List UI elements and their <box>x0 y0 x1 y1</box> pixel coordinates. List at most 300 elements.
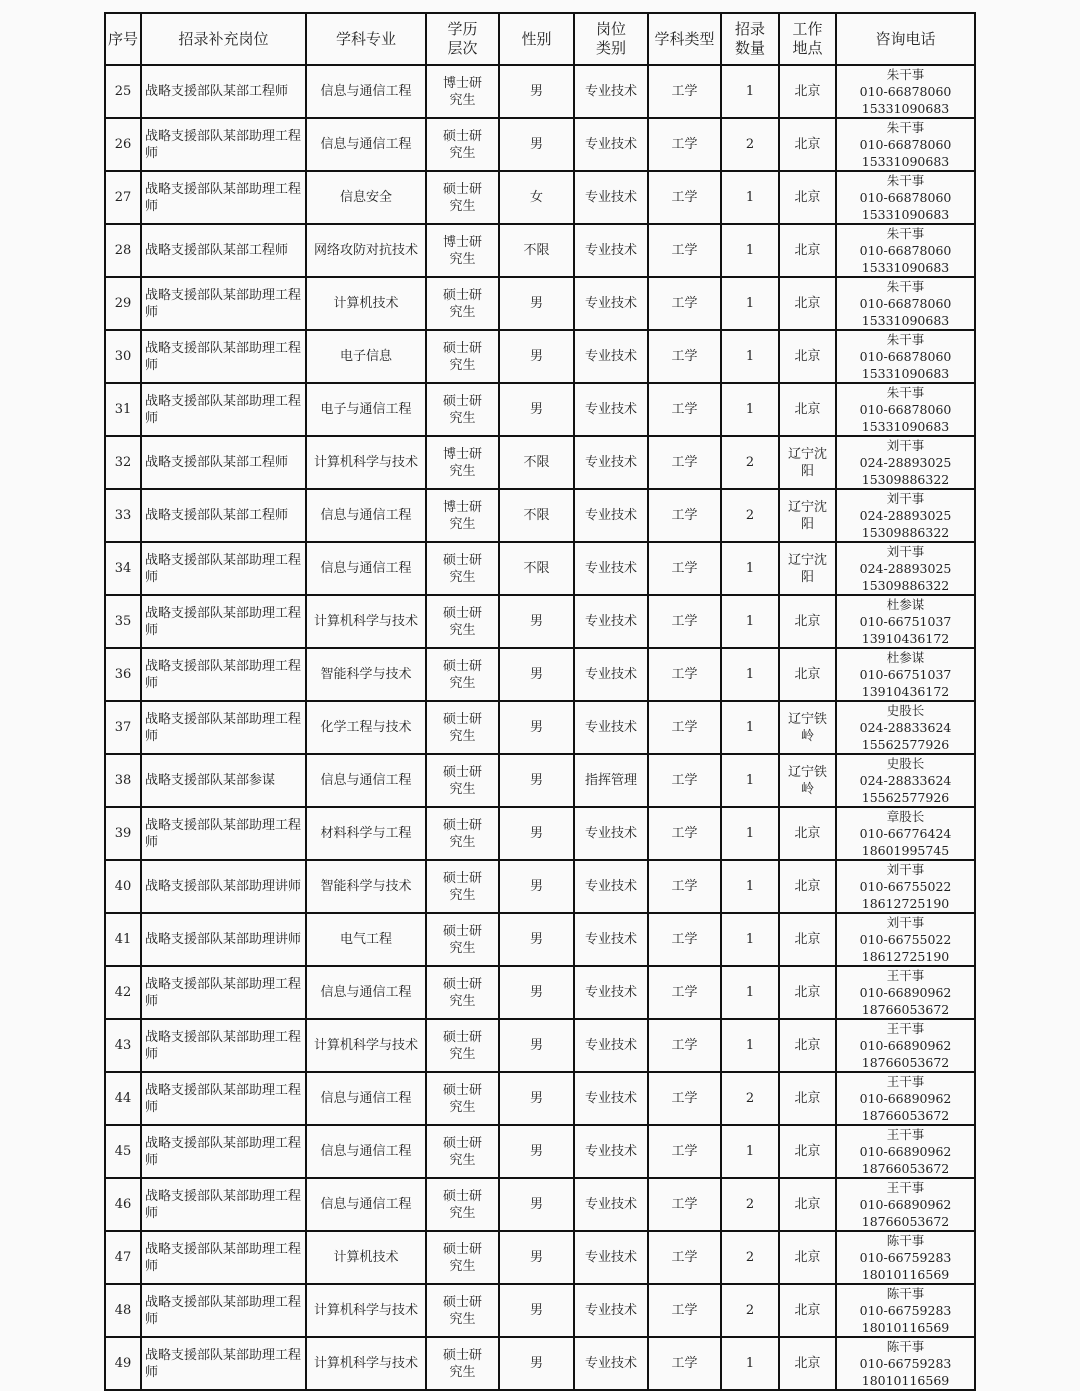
contact-tel: 010-66759283 <box>859 1250 952 1265</box>
recruit-count: 2 <box>721 1178 779 1231</box>
education-level: 硕士研究生 <box>426 913 499 966</box>
recruit-count: 2 <box>721 436 779 489</box>
contact-cell <box>836 224 975 277</box>
education-level: 博士研究生 <box>426 224 499 277</box>
discipline-type: 工学 <box>648 1337 721 1390</box>
row-number: 45 <box>105 1125 141 1178</box>
sex: 男 <box>499 1125 574 1178</box>
table-row <box>105 701 975 754</box>
contact-cell <box>836 1178 975 1231</box>
row-number: 49 <box>105 1337 141 1390</box>
recruit-count: 2 <box>721 1231 779 1284</box>
sex: 男 <box>499 118 574 171</box>
sex: 男 <box>499 1284 574 1337</box>
post-category: 专业技术 <box>574 542 648 595</box>
contact-mobile: 15309886322 <box>861 525 950 540</box>
recruit-count: 1 <box>721 1337 779 1390</box>
table-row <box>105 1337 975 1390</box>
work-location: 辽宁沈阳 <box>779 436 836 489</box>
sex: 男 <box>499 913 574 966</box>
major: 化学工程与技术 <box>306 701 426 754</box>
contact-cell <box>836 807 975 860</box>
post-name: 战略支援部队某部助理工程师 <box>141 171 306 224</box>
row-number: 31 <box>105 383 141 436</box>
contact-tel: 010-66878060 <box>859 243 952 258</box>
work-location: 北京 <box>779 171 836 224</box>
post-category: 专业技术 <box>574 1178 648 1231</box>
work-location: 北京 <box>779 1019 836 1072</box>
post-name: 战略支援部队某部助理工程师 <box>141 966 306 1019</box>
post-name: 战略支援部队某部助理工程师 <box>141 701 306 754</box>
contact-cell <box>836 1019 975 1072</box>
contact-mobile: 13910436172 <box>861 684 950 699</box>
contact-name: 章股长 <box>886 809 925 824</box>
contact-name: 朱干事 <box>886 67 925 82</box>
sex: 男 <box>499 1019 574 1072</box>
table-row <box>105 807 975 860</box>
row-number: 30 <box>105 330 141 383</box>
recruit-count: 1 <box>721 542 779 595</box>
recruit-count: 1 <box>721 966 779 1019</box>
table-row <box>105 224 975 277</box>
contact-tel: 010-66759283 <box>859 1303 952 1318</box>
contact-tel: 024-28833624 <box>859 773 952 788</box>
contact-cell <box>836 330 975 383</box>
row-number: 47 <box>105 1231 141 1284</box>
header-discipline: 学科类型 <box>648 13 721 65</box>
work-location: 北京 <box>779 913 836 966</box>
contact-name: 朱干事 <box>886 173 925 188</box>
table-row <box>105 913 975 966</box>
contact-name: 王干事 <box>886 1074 925 1089</box>
contact-tel: 010-66890962 <box>859 985 952 1000</box>
work-location: 北京 <box>779 807 836 860</box>
contact-mobile: 18766053672 <box>861 1108 950 1123</box>
contact-tel: 010-66878060 <box>859 190 952 205</box>
header-count: 招录数量 <box>721 13 779 65</box>
education-level: 硕士研究生 <box>426 171 499 224</box>
contact-cell <box>836 171 975 224</box>
education-level: 硕士研究生 <box>426 701 499 754</box>
contact-cell <box>836 1072 975 1125</box>
education-level: 硕士研究生 <box>426 1178 499 1231</box>
sex: 男 <box>499 860 574 913</box>
contact-mobile: 18766053672 <box>861 1055 950 1070</box>
post-category: 专业技术 <box>574 1019 648 1072</box>
contact-mobile: 18612725190 <box>861 949 950 964</box>
sex: 男 <box>499 65 574 118</box>
discipline-type: 工学 <box>648 118 721 171</box>
row-number: 25 <box>105 65 141 118</box>
header-no: 序号 <box>105 13 141 65</box>
discipline-type: 工学 <box>648 1072 721 1125</box>
contact-name: 杜参谋 <box>886 650 925 665</box>
contact-name: 史股长 <box>886 703 925 718</box>
sex: 男 <box>499 807 574 860</box>
table-row <box>105 1284 975 1337</box>
post-name: 战略支援部队某部助理工程师 <box>141 1178 306 1231</box>
contact-tel: 010-66890962 <box>859 1038 952 1053</box>
discipline-type: 工学 <box>648 701 721 754</box>
row-number: 29 <box>105 277 141 330</box>
contact-tel: 010-66878060 <box>859 296 952 311</box>
post-category: 专业技术 <box>574 595 648 648</box>
contact-name: 朱干事 <box>886 332 925 347</box>
work-location: 北京 <box>779 860 836 913</box>
post-name: 战略支援部队某部助理工程师 <box>141 1231 306 1284</box>
work-location: 北京 <box>779 277 836 330</box>
post-name: 战略支援部队某部助理工程师 <box>141 1019 306 1072</box>
work-location: 北京 <box>779 1178 836 1231</box>
discipline-type: 工学 <box>648 330 721 383</box>
major: 智能科学与技术 <box>306 648 426 701</box>
contact-tel: 010-66759283 <box>859 1356 952 1371</box>
sex: 男 <box>499 1178 574 1231</box>
discipline-type: 工学 <box>648 224 721 277</box>
contact-cell <box>836 65 975 118</box>
contact-mobile: 13910436172 <box>861 631 950 646</box>
table-row <box>105 489 975 542</box>
recruit-count: 1 <box>721 648 779 701</box>
table-row <box>105 1125 975 1178</box>
contact-tel: 010-66890962 <box>859 1091 952 1106</box>
contact-tel: 024-28893025 <box>859 508 952 523</box>
contact-cell <box>836 913 975 966</box>
post-category: 专业技术 <box>574 65 648 118</box>
contact-mobile: 15562577926 <box>861 790 950 805</box>
sex: 不限 <box>499 542 574 595</box>
post-category: 专业技术 <box>574 701 648 754</box>
education-level: 硕士研究生 <box>426 754 499 807</box>
contact-name: 朱干事 <box>886 120 925 135</box>
post-name: 战略支援部队某部助理工程师 <box>141 807 306 860</box>
discipline-type: 工学 <box>648 171 721 224</box>
contact-name: 刘干事 <box>886 438 925 453</box>
sex: 男 <box>499 277 574 330</box>
row-number: 37 <box>105 701 141 754</box>
education-level: 硕士研究生 <box>426 383 499 436</box>
contact-mobile: 15309886322 <box>861 578 950 593</box>
education-level: 硕士研究生 <box>426 1125 499 1178</box>
row-number: 36 <box>105 648 141 701</box>
contact-cell <box>836 489 975 542</box>
contact-cell <box>836 383 975 436</box>
major: 计算机科学与技术 <box>306 436 426 489</box>
major: 电子与通信工程 <box>306 383 426 436</box>
recruit-count: 1 <box>721 807 779 860</box>
contact-cell <box>836 860 975 913</box>
work-location: 北京 <box>779 595 836 648</box>
contact-mobile: 18766053672 <box>861 1002 950 1017</box>
sex: 男 <box>499 648 574 701</box>
major: 信息与通信工程 <box>306 489 426 542</box>
contact-tel: 010-66890962 <box>859 1197 952 1212</box>
work-location: 北京 <box>779 648 836 701</box>
row-number: 26 <box>105 118 141 171</box>
post-category: 专业技术 <box>574 330 648 383</box>
work-location: 北京 <box>779 224 836 277</box>
sex: 男 <box>499 754 574 807</box>
table-row <box>105 1231 975 1284</box>
education-level: 硕士研究生 <box>426 542 499 595</box>
post-category: 专业技术 <box>574 807 648 860</box>
row-number: 34 <box>105 542 141 595</box>
contact-cell <box>836 701 975 754</box>
work-location: 辽宁铁岭 <box>779 754 836 807</box>
post-category: 专业技术 <box>574 277 648 330</box>
post-category: 专业技术 <box>574 436 648 489</box>
recruit-count: 2 <box>721 118 779 171</box>
discipline-type: 工学 <box>648 1019 721 1072</box>
contact-mobile: 15331090683 <box>861 419 950 434</box>
row-number: 40 <box>105 860 141 913</box>
row-number: 32 <box>105 436 141 489</box>
discipline-type: 工学 <box>648 277 721 330</box>
contact-name: 王干事 <box>886 1180 925 1195</box>
row-number: 44 <box>105 1072 141 1125</box>
recruit-count: 1 <box>721 171 779 224</box>
contact-mobile: 18010116569 <box>861 1373 950 1388</box>
contact-name: 陈干事 <box>886 1286 925 1301</box>
header-category: 岗位类别 <box>574 13 648 65</box>
post-category: 专业技术 <box>574 489 648 542</box>
post-name: 战略支援部队某部助理工程师 <box>141 1337 306 1390</box>
work-location: 北京 <box>779 330 836 383</box>
table-row <box>105 860 975 913</box>
sex: 不限 <box>499 224 574 277</box>
contact-name: 朱干事 <box>886 226 925 241</box>
post-category: 专业技术 <box>574 648 648 701</box>
row-number: 42 <box>105 966 141 1019</box>
post-category: 指挥管理 <box>574 754 648 807</box>
contact-cell <box>836 1231 975 1284</box>
contact-mobile: 15309886322 <box>861 472 950 487</box>
post-category: 专业技术 <box>574 171 648 224</box>
post-name: 战略支援部队某部工程师 <box>141 489 306 542</box>
post-category: 专业技术 <box>574 1284 648 1337</box>
education-level: 硕士研究生 <box>426 595 499 648</box>
sex: 男 <box>499 330 574 383</box>
sex: 男 <box>499 595 574 648</box>
work-location: 北京 <box>779 65 836 118</box>
major: 计算机科学与技术 <box>306 1337 426 1390</box>
contact-tel: 024-28893025 <box>859 455 952 470</box>
education-level: 硕士研究生 <box>426 1231 499 1284</box>
major: 信息安全 <box>306 171 426 224</box>
recruitment-table <box>104 12 976 1391</box>
education-level: 硕士研究生 <box>426 118 499 171</box>
contact-name: 史股长 <box>886 756 925 771</box>
table-row <box>105 118 975 171</box>
post-name: 战略支援部队某部工程师 <box>141 224 306 277</box>
row-number: 27 <box>105 171 141 224</box>
post-category: 专业技术 <box>574 118 648 171</box>
post-category: 专业技术 <box>574 1337 648 1390</box>
header-education: 学历层次 <box>426 13 499 65</box>
discipline-type: 工学 <box>648 1178 721 1231</box>
contact-name: 刘干事 <box>886 915 925 930</box>
education-level: 博士研究生 <box>426 436 499 489</box>
contact-cell <box>836 1284 975 1337</box>
major: 信息与通信工程 <box>306 118 426 171</box>
education-level: 硕士研究生 <box>426 966 499 1019</box>
contact-mobile: 15562577926 <box>861 737 950 752</box>
row-number: 35 <box>105 595 141 648</box>
recruit-count: 1 <box>721 754 779 807</box>
post-category: 专业技术 <box>574 913 648 966</box>
recruit-count: 1 <box>721 595 779 648</box>
post-name: 战略支援部队某部助理讲师 <box>141 913 306 966</box>
sex: 男 <box>499 383 574 436</box>
contact-tel: 010-66755022 <box>859 932 952 947</box>
education-level: 硕士研究生 <box>426 1337 499 1390</box>
contact-tel: 010-66755022 <box>859 879 952 894</box>
table-row <box>105 754 975 807</box>
sex: 不限 <box>499 489 574 542</box>
table-row <box>105 595 975 648</box>
recruit-count: 1 <box>721 277 779 330</box>
contact-name: 王干事 <box>886 1021 925 1036</box>
table-row <box>105 383 975 436</box>
work-location: 北京 <box>779 1337 836 1390</box>
post-name: 战略支援部队某部助理工程师 <box>141 1284 306 1337</box>
major: 计算机科学与技术 <box>306 1019 426 1072</box>
contact-mobile: 15331090683 <box>861 366 950 381</box>
discipline-type: 工学 <box>648 65 721 118</box>
post-name: 战略支援部队某部助理工程师 <box>141 542 306 595</box>
post-name: 战略支援部队某部助理工程师 <box>141 1072 306 1125</box>
post-name: 战略支援部队某部助理工程师 <box>141 648 306 701</box>
contact-mobile: 18601995745 <box>861 843 950 858</box>
contact-tel: 024-28893025 <box>859 561 952 576</box>
major: 计算机技术 <box>306 277 426 330</box>
contact-tel: 010-66890962 <box>859 1144 952 1159</box>
major: 信息与通信工程 <box>306 1072 426 1125</box>
post-name: 战略支援部队某部助理工程师 <box>141 383 306 436</box>
contact-tel: 010-66776424 <box>859 826 952 841</box>
contact-cell <box>836 436 975 489</box>
table-row <box>105 1072 975 1125</box>
post-name: 战略支援部队某部工程师 <box>141 436 306 489</box>
discipline-type: 工学 <box>648 966 721 1019</box>
discipline-type: 工学 <box>648 489 721 542</box>
contact-name: 刘干事 <box>886 862 925 877</box>
table-row <box>105 171 975 224</box>
row-number: 38 <box>105 754 141 807</box>
table-row <box>105 65 975 118</box>
education-level: 硕士研究生 <box>426 648 499 701</box>
education-level: 硕士研究生 <box>426 860 499 913</box>
discipline-type: 工学 <box>648 436 721 489</box>
work-location: 北京 <box>779 1125 836 1178</box>
sex: 男 <box>499 1337 574 1390</box>
row-number: 48 <box>105 1284 141 1337</box>
recruit-count: 1 <box>721 1019 779 1072</box>
contact-tel: 010-66878060 <box>859 137 952 152</box>
recruit-count: 1 <box>721 701 779 754</box>
recruit-count: 1 <box>721 65 779 118</box>
post-name: 战略支援部队某部工程师 <box>141 65 306 118</box>
row-number: 33 <box>105 489 141 542</box>
contact-tel: 010-66751037 <box>859 667 952 682</box>
post-name: 战略支援部队某部助理工程师 <box>141 1125 306 1178</box>
major: 电子信息 <box>306 330 426 383</box>
table-row <box>105 966 975 1019</box>
contact-mobile: 18010116569 <box>861 1320 950 1335</box>
education-level: 硕士研究生 <box>426 1019 499 1072</box>
work-location: 北京 <box>779 1072 836 1125</box>
contact-mobile: 15331090683 <box>861 313 950 328</box>
discipline-type: 工学 <box>648 1284 721 1337</box>
contact-cell <box>836 277 975 330</box>
contact-mobile: 18766053672 <box>861 1161 950 1176</box>
major: 计算机技术 <box>306 1231 426 1284</box>
contact-cell <box>836 542 975 595</box>
contact-name: 朱干事 <box>886 385 925 400</box>
education-level: 硕士研究生 <box>426 330 499 383</box>
contact-mobile: 18612725190 <box>861 896 950 911</box>
contact-cell <box>836 1125 975 1178</box>
work-location: 北京 <box>779 1284 836 1337</box>
row-number: 39 <box>105 807 141 860</box>
discipline-type: 工学 <box>648 648 721 701</box>
work-location: 北京 <box>779 1231 836 1284</box>
discipline-type: 工学 <box>648 913 721 966</box>
table-row <box>105 542 975 595</box>
work-location: 辽宁铁岭 <box>779 701 836 754</box>
sex: 男 <box>499 1072 574 1125</box>
recruit-count: 1 <box>721 330 779 383</box>
post-category: 专业技术 <box>574 860 648 913</box>
contact-tel: 010-66878060 <box>859 84 952 99</box>
header-location: 工作地点 <box>779 13 836 65</box>
work-location: 北京 <box>779 383 836 436</box>
post-category: 专业技术 <box>574 1231 648 1284</box>
contact-tel: 010-66878060 <box>859 349 952 364</box>
post-name: 战略支援部队某部助理讲师 <box>141 860 306 913</box>
education-level: 硕士研究生 <box>426 807 499 860</box>
contact-cell <box>836 1337 975 1390</box>
contact-cell <box>836 118 975 171</box>
major: 智能科学与技术 <box>306 860 426 913</box>
sex: 不限 <box>499 436 574 489</box>
recruit-count: 1 <box>721 383 779 436</box>
contact-name: 陈干事 <box>886 1339 925 1354</box>
recruit-count: 2 <box>721 1072 779 1125</box>
work-location: 辽宁沈阳 <box>779 489 836 542</box>
header-sex: 性别 <box>499 13 574 65</box>
education-level: 硕士研究生 <box>426 1284 499 1337</box>
major: 信息与通信工程 <box>306 1125 426 1178</box>
sex: 男 <box>499 966 574 1019</box>
recruit-count: 2 <box>721 489 779 542</box>
header-major: 学科专业 <box>306 13 426 65</box>
work-location: 北京 <box>779 966 836 1019</box>
contact-cell <box>836 648 975 701</box>
table-row <box>105 436 975 489</box>
sex: 女 <box>499 171 574 224</box>
post-category: 专业技术 <box>574 224 648 277</box>
post-category: 专业技术 <box>574 383 648 436</box>
table-row <box>105 648 975 701</box>
contact-cell <box>836 754 975 807</box>
post-name: 战略支援部队某部参谋 <box>141 754 306 807</box>
post-category: 专业技术 <box>574 966 648 1019</box>
major: 网络攻防对抗技术 <box>306 224 426 277</box>
recruit-count: 1 <box>721 1125 779 1178</box>
contact-mobile: 18766053672 <box>861 1214 950 1229</box>
row-number: 43 <box>105 1019 141 1072</box>
